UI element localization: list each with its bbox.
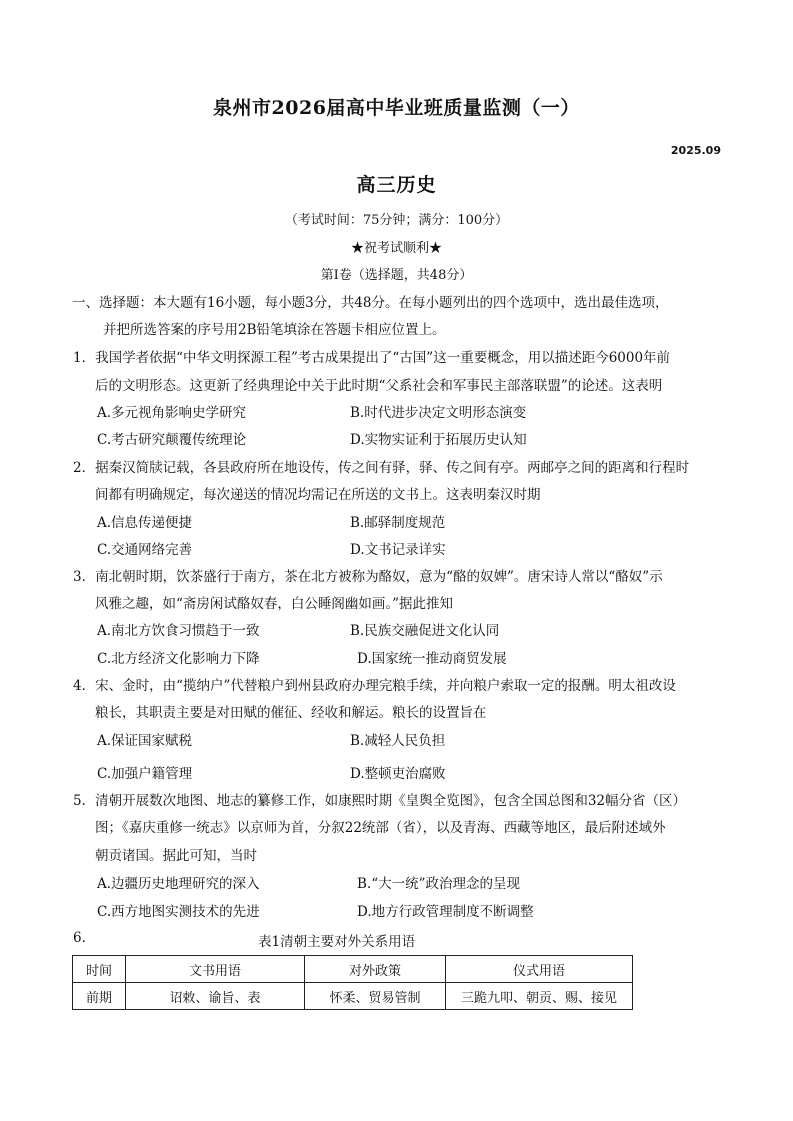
exam-date: 2025.09 [670, 144, 721, 157]
q1-option-c[interactable]: C.考古研究颠覆传统理论 [97, 432, 247, 448]
q2-stem-line-2: 间都有明确规定，每次递送的情况均需记在所送的文书上。这表明秦汉时期 [95, 487, 541, 503]
instructions-line-1: 一、选择题：本大题有16小题，每小题3分，共48分。在每小题列出的四个选项中，选出最佳选项， [72, 295, 669, 311]
table-header-cell: 对外政策 [305, 956, 446, 983]
exam-title: 泉州市2026届高中毕业班质量监测（一） [213, 97, 580, 119]
q6-number: 6. [73, 930, 86, 946]
q4-option-d[interactable]: D.整顿吏治腐败 [350, 766, 446, 782]
table-cell: 三跪九叩、朝贡、赐、接见 [446, 983, 633, 1010]
q4-option-b[interactable]: B.减轻人民负担 [350, 733, 446, 749]
q1-option-a[interactable]: A.多元视角影响史学研究 [97, 405, 247, 421]
q5-stem-line-2: 图；《嘉庆重修一统志》以京师为首，分叙22统部（省），以及青海、西藏等地区，最后附述域外 [95, 820, 666, 836]
q4-stem-line-1: 4．宋、金时，由“揽纳户”代替粮户到州县政府办理完粮手续，并向粮户索取一定的报酬。明太祖改设 [73, 678, 676, 694]
table-cell: 诏敕、谕旨、表 [126, 983, 305, 1010]
q3-option-c[interactable]: C.北方经济文化影响力下降 [97, 651, 260, 667]
table-cell: 怀柔、贸易管制 [305, 983, 446, 1010]
table-header-cell: 时间 [73, 956, 126, 983]
wish-line: ★祝考试顺利★ [350, 241, 442, 256]
table-header-row [73, 956, 633, 983]
q2-option-a[interactable]: A.信息传递便捷 [97, 515, 193, 531]
q4-option-c[interactable]: C.加强户籍管理 [97, 766, 193, 782]
table-cell: 前期 [73, 983, 126, 1010]
subject-title: 高三历史 [356, 174, 437, 196]
table-row [73, 983, 633, 1010]
q1-stem-line-2: 后的文明形态。这更新了经典理论中关于此时期“父系社会和军事民主部落联盟”的论述。这表明 [95, 378, 663, 394]
table-header-cell: 仪式用语 [446, 956, 633, 983]
q2-option-d[interactable]: D.文书记录详实 [350, 542, 446, 558]
q3-option-d[interactable]: D.国家统一推动商贸发展 [357, 651, 507, 667]
q3-stem-line-2: 风雅之趣，如“斋房闲试酪奴春，白公睡阁幽如画。”据此推知 [95, 596, 454, 612]
q2-option-c[interactable]: C.交通网络完善 [97, 542, 193, 558]
q4-option-a[interactable]: A.保证国家赋税 [97, 733, 193, 749]
q2-stem-line-1: 2．据秦汉简牍记载，各县政府所在地设传，传之间有驿，驿、传之间有亭。两邮亭之间的距离和行程时 [73, 460, 690, 476]
exam-info: （考试时间：75分钟；满分：100分） [284, 213, 509, 228]
foreign-relations-table [72, 955, 633, 1010]
instructions-line-2: 并把所选答案的序号用2B铅笔填涂在答题卡相应位置上。 [103, 322, 446, 338]
q1-option-d[interactable]: D.实物实证利于拓展历史认知 [350, 432, 527, 448]
q5-stem-line-3: 朝贡诸国。据此可知，当时 [95, 848, 257, 864]
volume-heading: 第Ⅰ卷（选择题，共48分） [320, 268, 473, 283]
q5-option-d[interactable]: D.地方行政管理制度不断调整 [357, 904, 534, 920]
q1-stem-line-1: 1．我国学者依据“中华文明探源工程”考古成果提出了“古国”这一重要概念，用以描述距今6000年前 [73, 350, 671, 366]
q5-option-a[interactable]: A.边疆历史地理研究的深入 [97, 876, 260, 892]
q5-option-b[interactable]: B.“大一统”政治理念的呈现 [357, 876, 521, 892]
q5-stem-line-1: 5．清朝开展数次地图、地志的纂修工作，如康熙时期《皇舆全览图》，包含全国总图和32幅分省（区） [73, 793, 687, 809]
q1-option-b[interactable]: B.时代进步决定文明形态演变 [350, 405, 527, 421]
q3-option-a[interactable]: A.南北方饮食习惯趋于一致 [97, 623, 260, 639]
q4-stem-line-2: 粮长，其职责主要是对田赋的催征、经收和解运。粮长的设置旨在 [95, 705, 487, 721]
table-caption: 表1清朝主要对外关系用语 [258, 934, 416, 950]
q5-option-c[interactable]: C.西方地图实测技术的先进 [97, 904, 260, 920]
q3-stem-line-1: 3．南北朝时期，饮茶盛行于南方，茶在北方被称为酪奴，意为“酪的奴婢”。唐宋诗人常以“酪奴”示 [73, 569, 663, 585]
table-header-cell: 文书用语 [126, 956, 305, 983]
q3-option-b[interactable]: B.民族交融促进文化认同 [350, 623, 500, 639]
q2-option-b[interactable]: B.邮驿制度规范 [350, 515, 446, 531]
